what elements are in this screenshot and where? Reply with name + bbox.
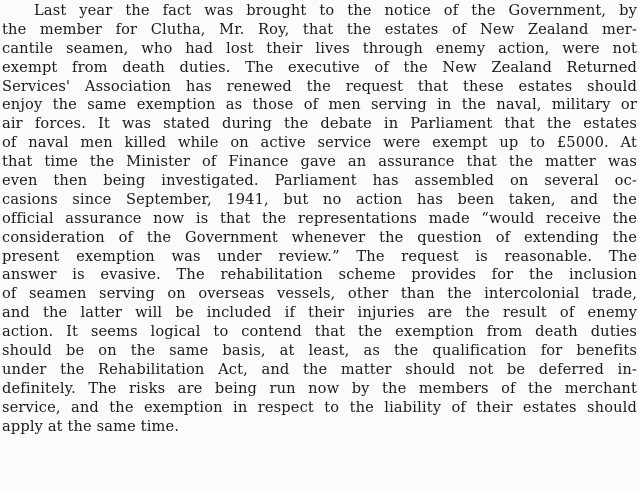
article-line: Last year the fact was brought to the notice of the Government, by	[34, 2, 637, 19]
article-line: that time the Minister of Finance gave an assurance that the matter was	[2, 153, 637, 171]
article-line: definitely. The risks are being run now by the members of the merchant	[2, 379, 637, 397]
article-line: even then being investigated. Parliament has assembled on several oc-	[2, 172, 637, 190]
article-line: answer is evasive. The rehabilitation scheme provides for the inclusion	[2, 266, 637, 284]
article-line: consideration of the Government whenever the question of extending the	[2, 228, 637, 246]
article-line: Services' Association has renewed the request that these estates should	[2, 77, 637, 95]
article-line: apply at the same time.	[2, 417, 180, 435]
article-line: under the Rehabilitation Act, and the matter should not be deferred in-	[2, 360, 637, 378]
article-line: of seamen serving on overseas vessels, other than the intercolonial trade,	[2, 285, 637, 303]
article-line: cantile seamen, who had lost their lives through enemy action, were not	[2, 39, 637, 57]
article-line: and the latter will be included if their injuries are the result of enemy	[2, 304, 637, 322]
article-line: official assurance now is that the representations made “would receive the	[2, 209, 637, 227]
article-line: enjoy the same exemption as those of men serving in the naval, military or	[2, 96, 637, 114]
article-line: of naval men killed while on active service were exempt up to £5000. At	[2, 134, 637, 152]
article-line: the member for Clutha, Mr. Roy, that the estates of New Zealand mer-	[2, 20, 637, 38]
article-line: should be on the same basis, at least, as the qualification for benefits	[2, 342, 637, 360]
article-line: service, and the exemption in respect to the liability of their estates should	[2, 398, 637, 416]
article-line: action. It seems logical to contend that the exemption from death duties	[2, 323, 637, 341]
article-line: present exemption was under review.” The request is reasonable. The	[2, 247, 637, 265]
article-line: air forces. It was stated during the debate in Parliament that the estates	[2, 115, 637, 133]
article-line: casions since September, 1941, but no action has been taken, and the	[2, 190, 637, 208]
article-line: exempt from death duties. The executive of the New Zealand Returned	[2, 58, 637, 76]
article-paragraph	[2, 2, 637, 436]
